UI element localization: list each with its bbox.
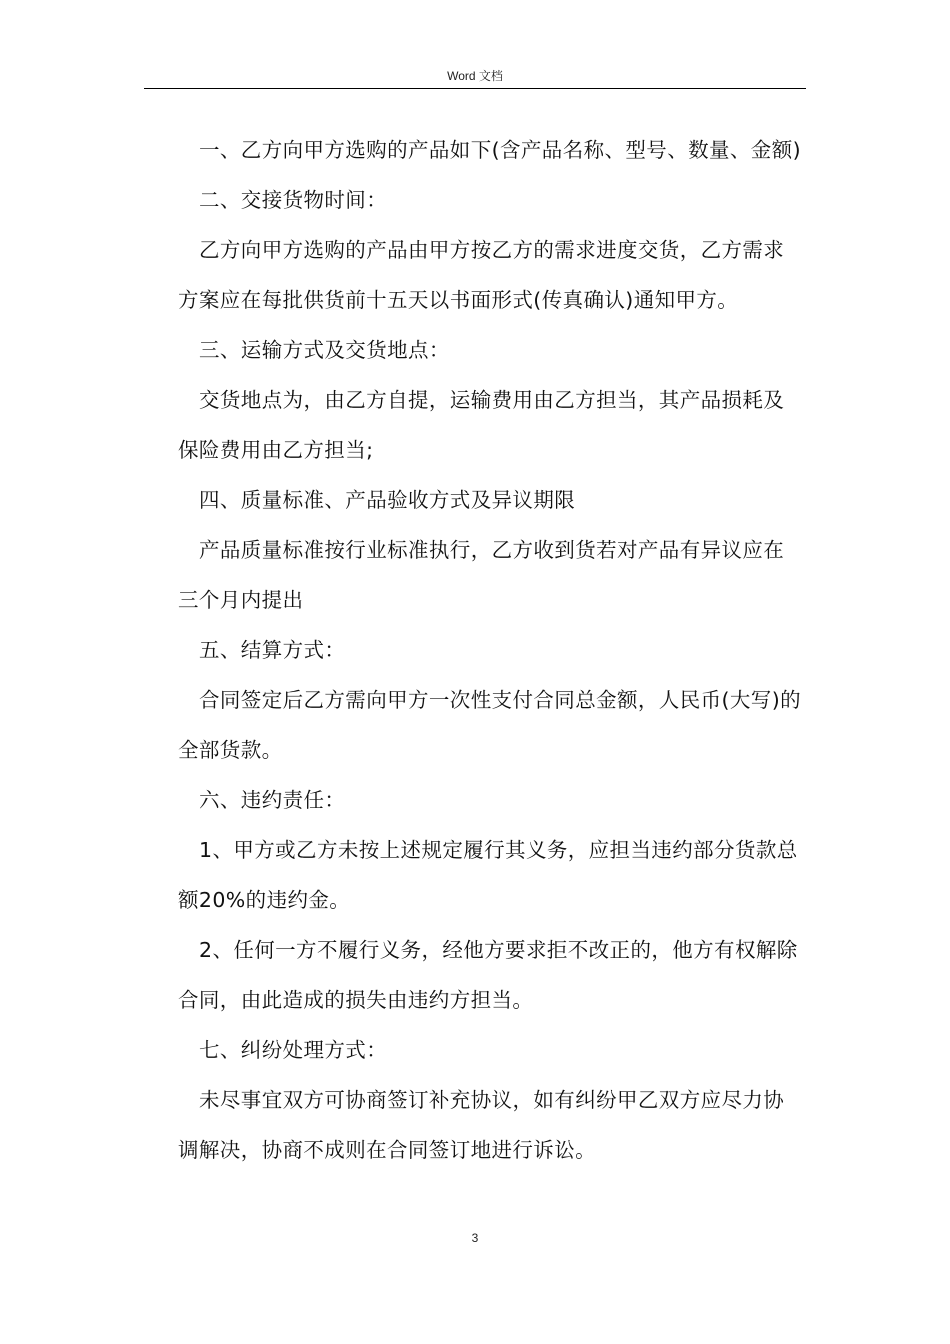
paragraph-4: 三、运输方式及交货地点： bbox=[199, 338, 450, 362]
paragraph-3: 乙方向甲方选购的产品由甲方按乙方的需求进度交货，乙方需求方案应在每批供货前十五天以书面形式(传真确认)通知甲方。 bbox=[178, 238, 785, 312]
paragraph-11: 1、甲方或乙方未按上述规定履行其义务，应担当违约部分货款总额20%的违约金。 bbox=[178, 838, 798, 912]
paragraph-7: 产品质量标准按行业标准执行，乙方收到货若对产品有异议应在三个月内提出 bbox=[178, 538, 785, 612]
paragraph-13: 七、纠纷处理方式： bbox=[199, 1038, 388, 1062]
paragraph-5: 交货地点为，由乙方自提，运输费用由乙方担当，其产品损耗及保险费用由乙方担当; bbox=[178, 388, 785, 462]
paragraph-10: 六、违约责任： bbox=[199, 788, 346, 812]
paragraph-14: 未尽事宜双方可协商签订补充协议，如有纠纷甲乙双方应尽力协调解决，协商不成则在合同签订地进行诉讼。 bbox=[178, 1088, 785, 1162]
paragraph-9: 合同签定后乙方需向甲方一次性支付合同总金额，人民币(大写)的全部货款。 bbox=[178, 688, 801, 762]
page-header-title: Word 文档 bbox=[447, 69, 503, 83]
page-number: 3 bbox=[471, 1231, 479, 1245]
paragraph-8: 五、结算方式： bbox=[199, 638, 346, 662]
header-divider bbox=[144, 88, 806, 89]
paragraph-6: 四、质量标准、产品验收方式及异议期限 bbox=[199, 488, 576, 512]
paragraph-1: 一、乙方向甲方选购的产品如下(含产品名称、型号、数量、金额) bbox=[199, 138, 801, 162]
paragraph-2: 二、交接货物时间： bbox=[199, 188, 388, 212]
paragraph-12: 2、任何一方不履行义务，经他方要求拒不改正的，他方有权解除合同，由此造成的损失由违约方担当。 bbox=[178, 938, 798, 1012]
document-body bbox=[178, 125, 804, 1175]
